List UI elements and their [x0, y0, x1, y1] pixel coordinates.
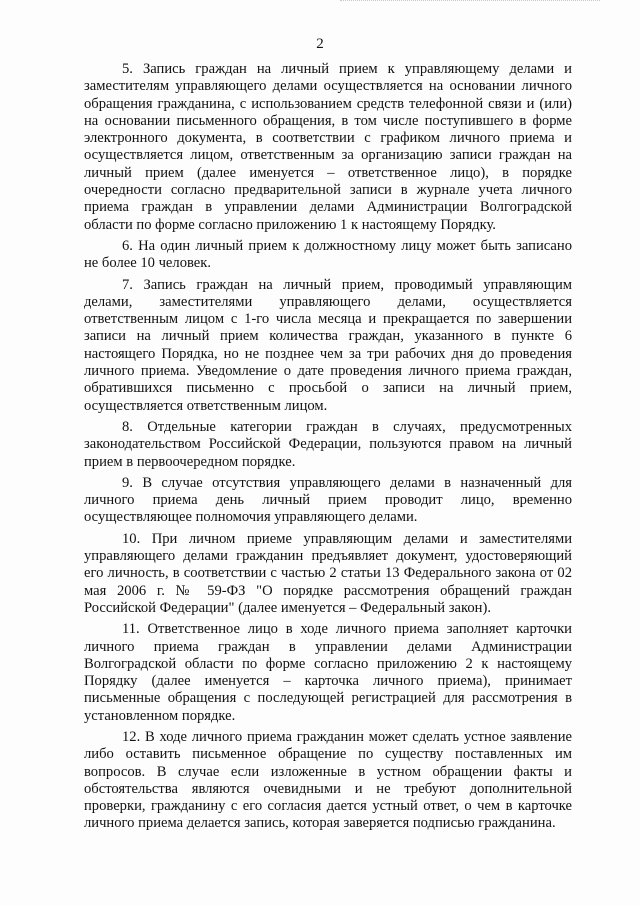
page-number: 2 — [316, 36, 324, 52]
paragraph-9: 9. В случае отсутствия управляющего делами в назначенный для личного приема день личный прием проводит лицо, временно осуществляющее полномочия управляющего делами. — [84, 474, 572, 526]
paragraph-11: 11. Ответственное лицо в ходе личного приема заполняет карточки личного приема граждан в управлении делами Администрации Волгоградской области по форме согласно приложению 2 к настоящему Порядку (далее именуется – карточка личного приема), принимает письменные обращения с последующей регистрацией для рассмотрения в установленном порядке. — [84, 621, 572, 724]
paragraph-12: 12. В ходе личного приема гражданин может сделать устное заявление либо оставить письменное обращение по существу поставленных им вопросов. В случае если изложенные в устном обращении факты и обстоятельства являются очевидными и не требуют дополнительной проверки, гражданину с его согласия дается устный ответ, о чем в карточке личного приема делается запись, которая заверяется подписью гражданина. — [84, 728, 572, 832]
paragraph-8: 8. Отдельные категории граждан в случаях, предусмотренных законодательством Российской Федерации, пользуются правом на личный прием в первоочередном порядке. — [84, 418, 572, 470]
paragraph-7: 7. Запись граждан на личный прием, проводимый управляющим делами, заместителями управляющего делами, осуществляется ответственным лицом с 1-го числа месяца и прекращается по завершении записи на личный прием количества граждан, указанного в пункте 6 настоящего Порядка, но не позднее чем за три рабочих дня до проведения личного приема. Уведомление о дате проведения личного приема граждан, обратившихся письменно с просьбой о записи на личный прием, осуществляется ответственным лицом. — [84, 276, 572, 414]
paragraph-5: 5. Запись граждан на личный прием к управляющему делами и заместителям управляющего делами осуществляется на основании личного обращения гражданина, с использованием средств телефонной связи и (или) на основании письменного обращения, в том числе поступившего в форме электронного документа, в соответствии с графиком личного приема и осуществляется лицом, ответственным за организацию записи граждан на личный прием (далее именуется – ответственное лицо), в порядке очередности согласно предварительной записи в журнале учета личного приема граждан в управлении делами Администрации Волгоградской области по форме согласно приложению 1 к настоящему Порядку. — [84, 61, 572, 233]
paragraph-10: 10. При личном приеме управляющим делами и заместителями управляющего делами гражданин предъявляет документ, удостоверяющий его личность, в соответствии с частью 2 статьи 13 Федерального закона от 02 мая 2006 г. № 59-ФЗ "О порядке рассмотрения обращений граждан Российской Федерации" (далее именуется – Федеральный закон). — [84, 530, 572, 616]
document-body — [84, 61, 572, 837]
scan-edge-mark — [340, 0, 600, 5]
paragraph-6: 6. На один личный прием к должностному лицу может быть записано не более 10 человек. — [84, 237, 572, 272]
